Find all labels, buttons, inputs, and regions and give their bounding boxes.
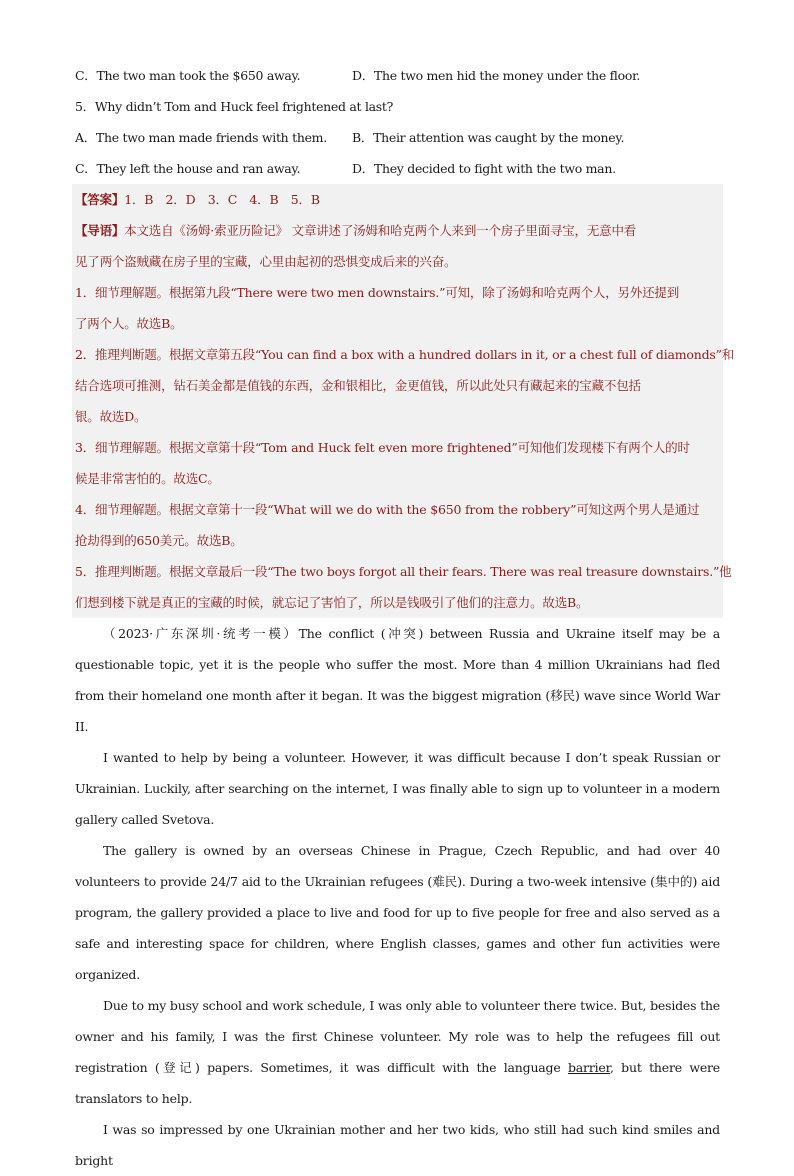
paragraph-4-end: , but there were translators to help. [75, 1060, 720, 1106]
q4-options-row [75, 60, 720, 91]
explanation-4-line-1: 4．细节理解题。根据文章第十一段“What will we do with the $650 from the robbery”可知这两个男人是通过 [75, 502, 700, 517]
option-c: C．They left the house and ran away. [75, 161, 301, 176]
guide-line-2: 见了两个盗贼藏在房子里的宝藏，心里由起初的恐惧变成后来的兴奋。 [75, 254, 457, 269]
option-a: A．The two man made friends with them. [75, 130, 327, 145]
option-d: D．The two men hid the money under the floor. [352, 68, 641, 83]
option-b: B．Their attention was caught by the money. [352, 130, 625, 145]
guide-line [75, 215, 723, 246]
explanation-2-line-1: 2．推理判断题。根据文章第五段“You can find a box with a hundred dollars in it, or a chest full of diamonds”和 [75, 347, 735, 362]
q5-options-row-ab [75, 122, 720, 153]
passage-source: （2023·广东深圳·统考一模） [103, 626, 299, 641]
answer-line [75, 184, 723, 215]
explanation-4-line-2: 抢劫得到的650美元。故选B。 [75, 533, 243, 548]
explanation-5-line-2: 们想到楼下就是真正的宝藏的时候，就忘记了害怕了，所以是钱吸引了他们的注意力。故选B。 [75, 595, 589, 610]
passage-paragraph-5: I was so impressed by one Ukrainian mother and her two kids, who still had such kind smiles and bright [75, 1122, 720, 1168]
underlined-word: barrier [567, 1060, 610, 1075]
answer-explanation-box [72, 184, 735, 618]
explanation-1-line-1: 1．细节理解题。根据第九段“There were two men downstairs.”可知，除了汤姆和哈克两个人，另外还提到 [75, 285, 680, 300]
answer-tag: 【答案】 [75, 192, 125, 207]
explanation-5-line-1: 5．推理判断题。根据文章最后一段“The two boys forgot all their fears. There was real treasure downstairs.”他 [75, 564, 732, 579]
passage-paragraph-4 [75, 990, 720, 1114]
passage-paragraph-3: The gallery is owned by an overseas Chinese in Prague, Czech Republic, and had over 40 volunteers to provide 24/7 aid to the Ukrainian refugees (难民). During a two-week intensive (集中的) aid program, the gallery provided a place to live and food for up to five people for free and also served as a safe and interesting space for children, where English classes, games and other fun activities were organized. [75, 843, 720, 982]
paragraph-4-text: Due to my busy school and work schedule, I was only able to volunteer there twice. But, besides the owner and his family, I was the first Chinese volunteer. My role was to help the refugees fill out registration (登记) papers. Sometimes, it was difficult with the language [75, 998, 720, 1075]
answer-text: 1．B 2．D 3．C 4．B 5．B [124, 192, 320, 207]
passage-paragraph-2: I wanted to help by being a volunteer. However, it was difficult because I don’t speak Russian or Ukrainian. Luckily, after searching on the internet, I was finally able to sign up to volunteer in a modern gallery called Svetova. [75, 750, 720, 827]
question-5-stem: 5．Why didn’t Tom and Huck feel frightened at last? [75, 99, 394, 114]
paragraph-1-text: The conflict (冲突) between Russia and Ukraine itself may be a questionable topic, yet it is the people who suffer the most. More than 4 million Ukrainians had fled from their homeland one month after it began. It was the biggest migration (移民) wave since World War II. [75, 626, 720, 734]
explanation-3-line-2: 候是非常害怕的。故选C。 [75, 471, 220, 486]
passage-paragraph-1 [75, 618, 720, 742]
guide-text-1: 本文选自《汤姆·索亚历险记》 文章讲述了汤姆和哈克两个人来到一个房子里面寻宝，无意中看 [124, 223, 637, 238]
explanation-2-line-2: 结合选项可推测，钻石美金都是值钱的东西，金和银相比，金更值钱，所以此处只有藏起来的宝藏不包括 [75, 378, 641, 393]
option-c: C．The two man took the $650 away. [75, 68, 301, 83]
guide-tag: 【导语】 [75, 223, 125, 238]
explanation-1-line-2: 了两个人。故选B。 [75, 316, 183, 331]
explanation-2-line-3: 银。故选D。 [75, 409, 147, 424]
q5-options-row-cd [75, 153, 720, 184]
document-page [75, 60, 735, 1176]
explanation-3-line-1: 3．细节理解题。根据文章第十段“Tom and Huck felt even more frightened”可知他们发现楼下有两个人的时 [75, 440, 690, 455]
option-d: D．They decided to fight with the two man. [352, 161, 616, 176]
